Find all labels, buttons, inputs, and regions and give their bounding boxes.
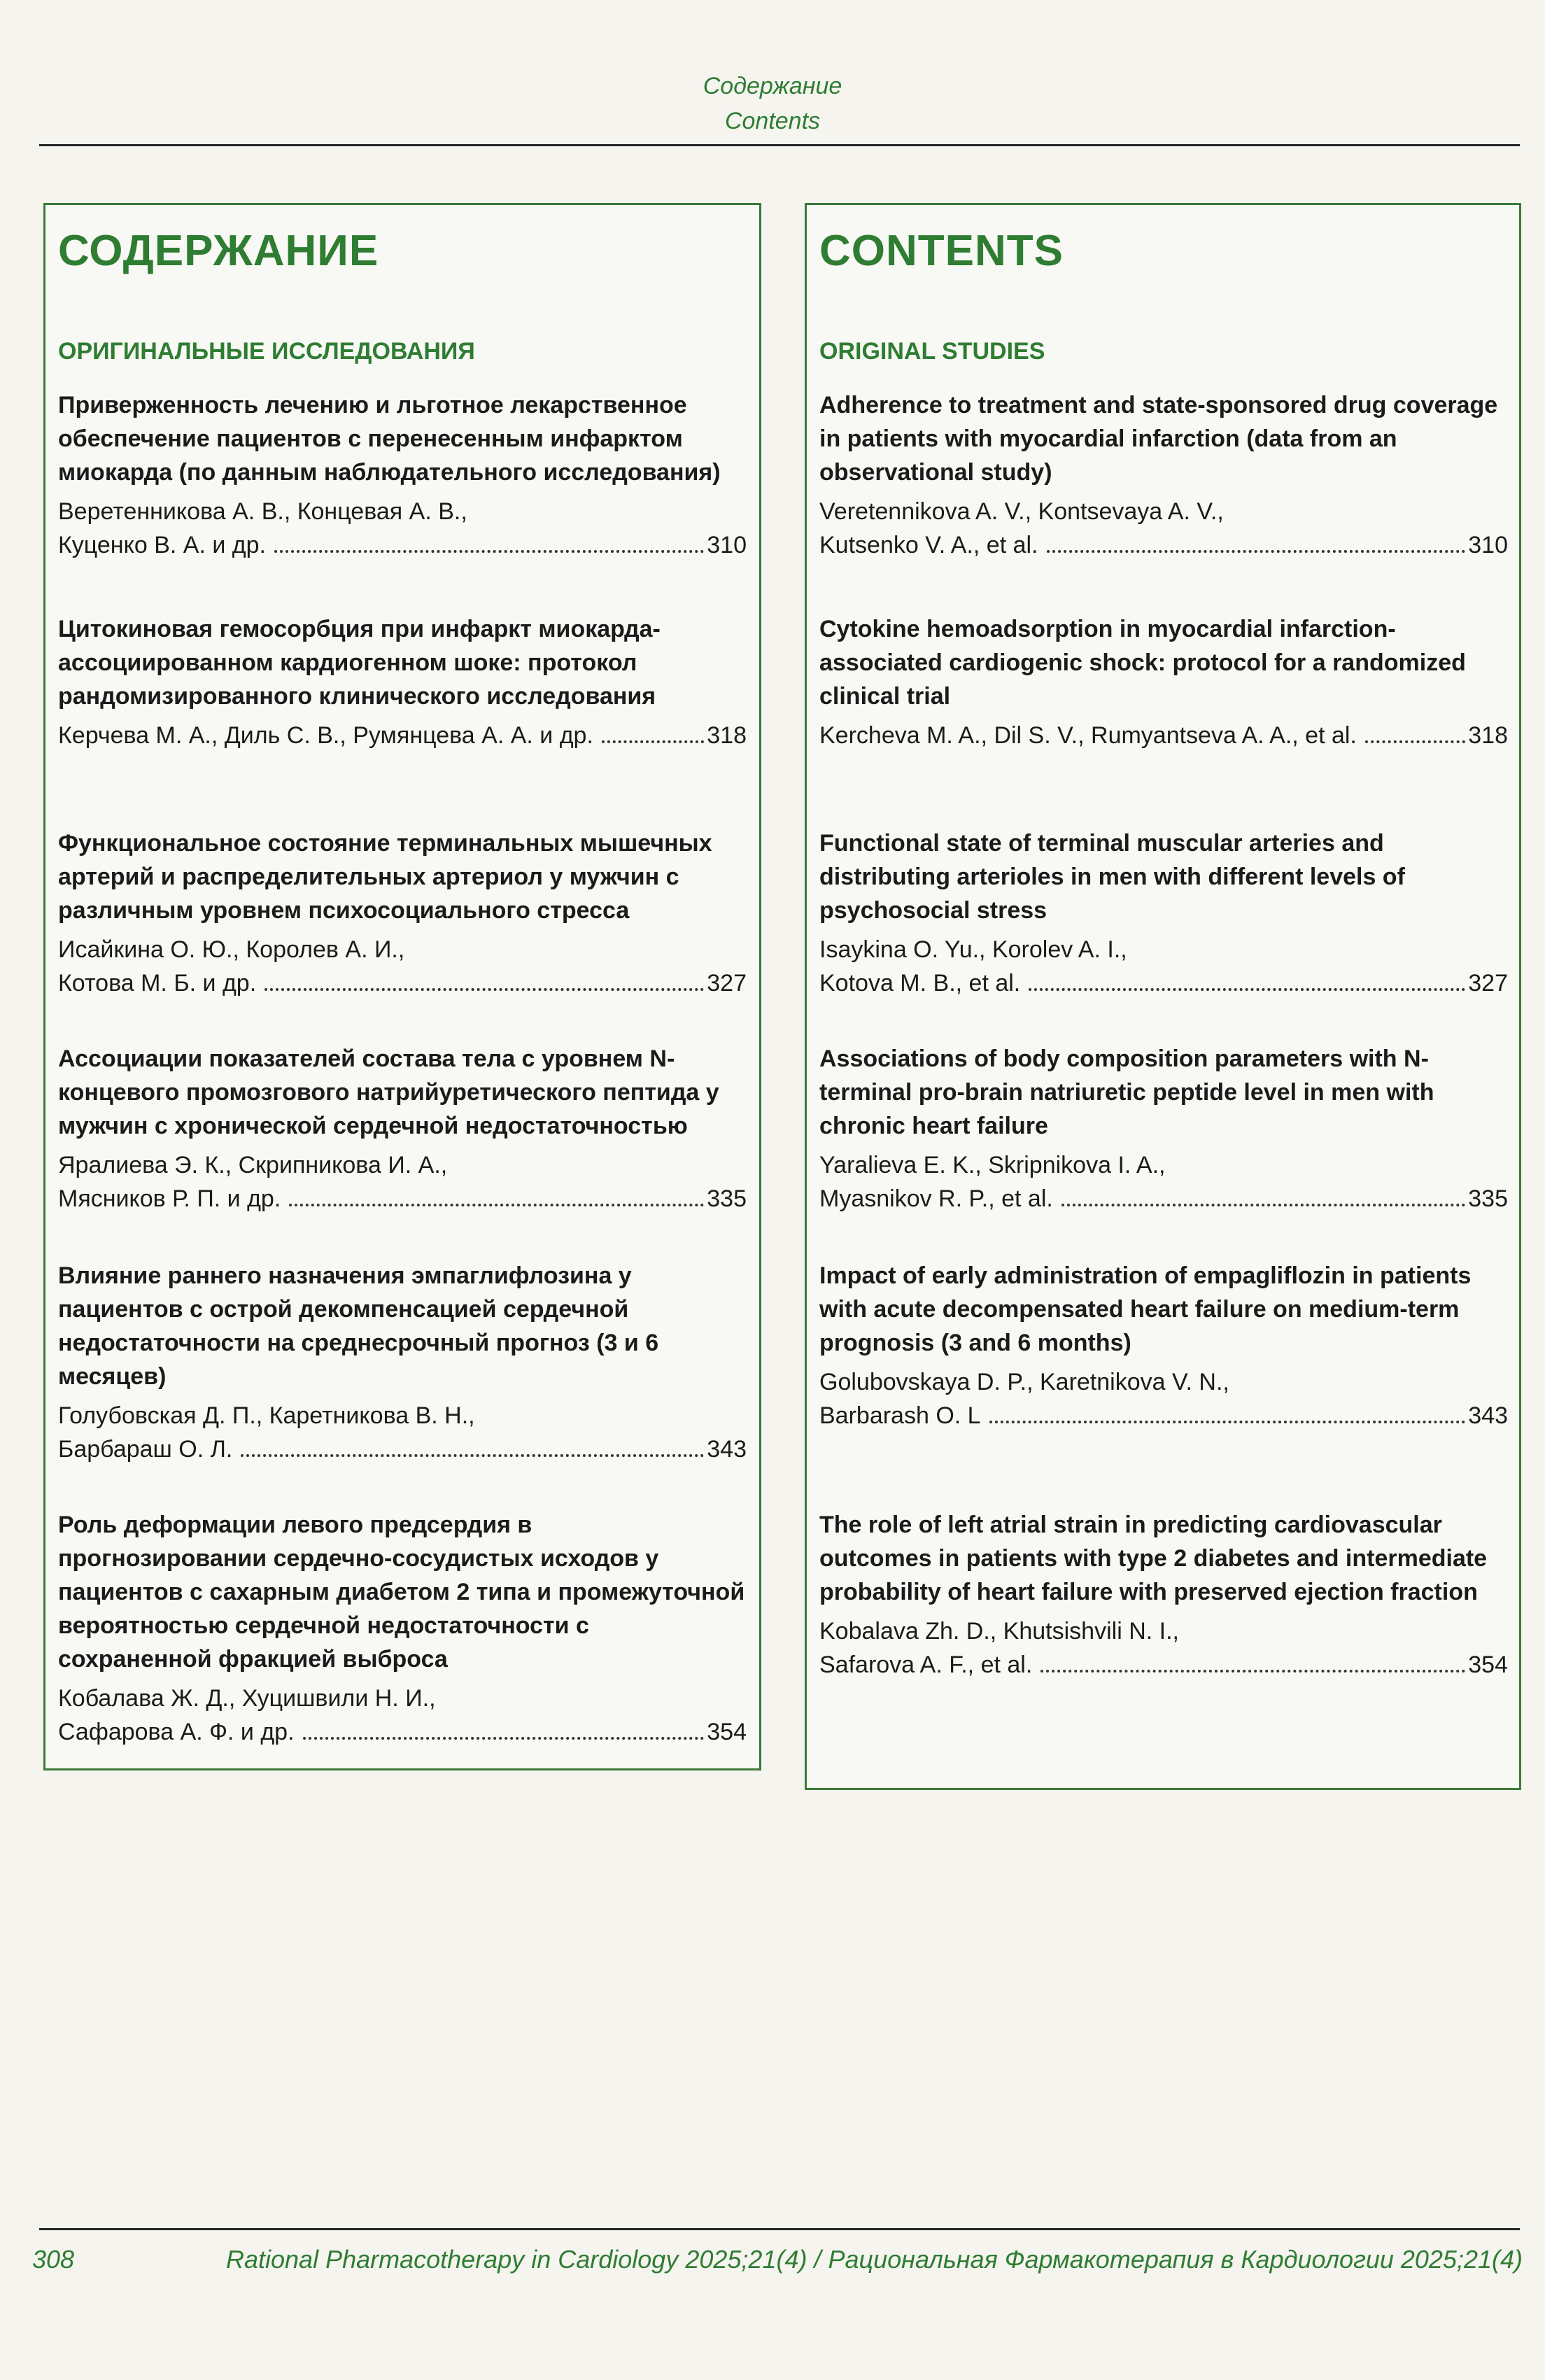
entry-authors: Кобалава Ж. Д., Хуцишвили Н. И., — [58, 1685, 436, 1712]
header-rule — [39, 144, 1520, 146]
entry-authors: Yaralieva E. K., Skripnikova I. A., — [819, 1152, 1166, 1178]
entry-authors-cont: Barbarash O. L — [819, 1402, 981, 1429]
contents-ru-title: СОДЕРЖАНИЕ — [58, 227, 379, 275]
entry-authors: Голубовская Д. П., Каретникова В. Н., — [58, 1402, 475, 1429]
entry-page: 343 — [707, 1436, 747, 1463]
entry-page: 354 — [1468, 1652, 1508, 1678]
contents-en-box — [805, 203, 1521, 1790]
dot-leader — [1040, 1670, 1465, 1673]
entry-authors-cont: Мясников Р. П. и др. — [58, 1185, 281, 1212]
entry-page: 327 — [707, 970, 747, 997]
entry-authors: Веретенникова А. В., Концевая А. В., — [58, 498, 467, 525]
toc-entry[interactable] — [58, 1259, 747, 1466]
dot-leader — [1365, 740, 1465, 743]
entry-authors: Veretennikova A. V., Kontsevaya A. V., — [819, 498, 1224, 525]
entry-authors-cont: Kercheva M. A., Dil S. V., Rumyantseva A. A., et al. — [819, 722, 1357, 749]
entry-page: 310 — [1468, 532, 1508, 558]
toc-entry[interactable] — [819, 826, 1508, 1000]
dot-leader — [602, 740, 704, 743]
entry-authors-cont: Барбараш О. Л. — [58, 1436, 233, 1463]
entry-authors-cont: Котова М. Б. и др. — [58, 970, 257, 997]
dot-leader — [289, 1204, 704, 1206]
dot-leader — [1029, 988, 1465, 991]
dot-leader — [264, 988, 704, 991]
dot-leader — [303, 1737, 705, 1740]
header-en: Contents — [724, 108, 821, 134]
dot-leader — [241, 1454, 704, 1457]
dot-leader — [989, 1421, 1466, 1423]
toc-entry[interactable] — [58, 388, 747, 562]
footer-rule — [39, 2228, 1520, 2230]
dot-leader — [1061, 1204, 1465, 1206]
entry-title: Функциональное состояние терминальных мышечных артерий и распределительных артериол у мужчин с различным уровнем психосоциального стресса — [58, 830, 712, 924]
entry-authors: Kobalava Zh. D., Khutsishvili N. I., — [819, 1618, 1179, 1645]
toc-entry[interactable] — [819, 1042, 1508, 1216]
toc-entry[interactable] — [819, 388, 1508, 562]
entry-title: Impact of early administration of empagliflozin in patients with acute decompensated heart failure on medium-term prognosis (3 and 6 months) — [819, 1262, 1472, 1356]
entry-title: Adherence to treatment and state-sponsored drug coverage in patients with myocardial infarction (data from an observational study) — [819, 392, 1498, 486]
entry-title: Associations of body composition parameters with N-terminal pro-brain natriuretic peptide level in men with chronic heart failure — [819, 1045, 1434, 1139]
entry-authors-cont: Куценко В. А. и др. — [58, 532, 266, 558]
entry-page: 318 — [1468, 722, 1508, 749]
entry-authors-cont: Safarova A. F., et al. — [819, 1652, 1033, 1678]
entry-authors: Golubovskaya D. P., Karetnikova V. N., — [819, 1369, 1229, 1395]
entry-title: Cytokine hemoadsorption in myocardial infarction-associated cardiogenic shock: protocol for a randomized clinical trial — [819, 616, 1466, 710]
section-ru-title: ОРИГИНАЛЬНЫЕ ИССЛЕДОВАНИЯ — [58, 338, 475, 365]
entry-title: Влияние раннего назначения эмпаглифлозина у пациентов с острой декомпенсацией сердечной недостаточности на среднесрочный прогноз (3 и 6 месяцев) — [58, 1262, 659, 1390]
toc-entry[interactable] — [58, 1508, 747, 1749]
entry-page: 343 — [1468, 1402, 1508, 1429]
contents-ru-box — [43, 203, 761, 1770]
toc-entry[interactable] — [58, 612, 747, 752]
toc-entry[interactable] — [58, 1042, 747, 1216]
entry-authors-cont: Сафарова А. Ф. и др. — [58, 1719, 295, 1745]
dot-leader — [1047, 550, 1466, 553]
entry-authors: Isaykina O. Yu., Korolev A. I., — [819, 936, 1127, 963]
entry-page: 318 — [707, 722, 747, 749]
entry-authors-cont: Керчева М. А., Диль С. В., Румянцева А. А. и др. — [58, 722, 593, 749]
toc-entry[interactable] — [819, 612, 1508, 752]
entry-authors-cont: Kotova M. B., et al. — [819, 970, 1021, 997]
contents-en-title: CONTENTS — [819, 227, 1064, 275]
journal-footer: Rational Pharmacotherapy in Cardiology 2025;21(4) / Рациональная Фармакотерапия в Кардиологии 2025;21(4) — [225, 2245, 1523, 2274]
toc-entry[interactable] — [819, 1508, 1508, 1682]
entry-authors: Исайкина О. Ю., Королев А. И., — [58, 936, 405, 963]
header-ru: Содержание — [703, 73, 842, 99]
entry-page: 335 — [707, 1185, 747, 1212]
entry-title: Приверженность лечению и льготное лекарственное обеспечение пациентов с перенесенным инфарктом миокарда (по данным наблюдательного исследования) — [58, 392, 721, 486]
page-number: 308 — [32, 2245, 75, 2274]
entry-title: Цитокиновая гемосорбция при инфаркт миокарда-ассоциированном кардиогенном шоке: протокол рандомизированного клинического исследования — [58, 616, 661, 710]
entry-page: 335 — [1468, 1185, 1508, 1212]
section-en-title: ORIGINAL STUDIES — [819, 338, 1045, 365]
entry-title: Functional state of terminal muscular arteries and distributing arterioles in men with different levels of psychosocial stress — [819, 830, 1405, 924]
entry-title: The role of left atrial strain in predicting cardiovascular outcomes in patients with type 2 diabetes and intermediate probability of heart failure with preserved ejection fraction — [819, 1512, 1488, 1605]
entry-page: 310 — [707, 532, 747, 558]
entry-authors-cont: Kutsenko V. A., et al. — [819, 532, 1038, 558]
entry-authors: Яралиева Э. К., Скрипникова И. А., — [58, 1152, 448, 1178]
toc-entry[interactable] — [58, 826, 747, 1000]
entry-page: 354 — [707, 1719, 747, 1745]
toc-entry[interactable] — [819, 1259, 1508, 1432]
entry-title: Ассоциации показателей состава тела с уровнем N-концевого промозгового натрийуретического пептида у мужчин с хронической сердечной недостаточностью — [58, 1045, 719, 1139]
dot-leader — [274, 550, 704, 553]
entry-title: Роль деформации левого предсердия в прогнозировании сердечно-сосудистых исходов у пациентов с сахарным диабетом 2 типа и промежуточной вероятностью сердечной недостаточности с сохраненной фракцией выброса — [58, 1512, 745, 1673]
entry-page: 327 — [1468, 970, 1508, 997]
entry-authors-cont: Myasnikov R. P., et al. — [819, 1185, 1053, 1212]
